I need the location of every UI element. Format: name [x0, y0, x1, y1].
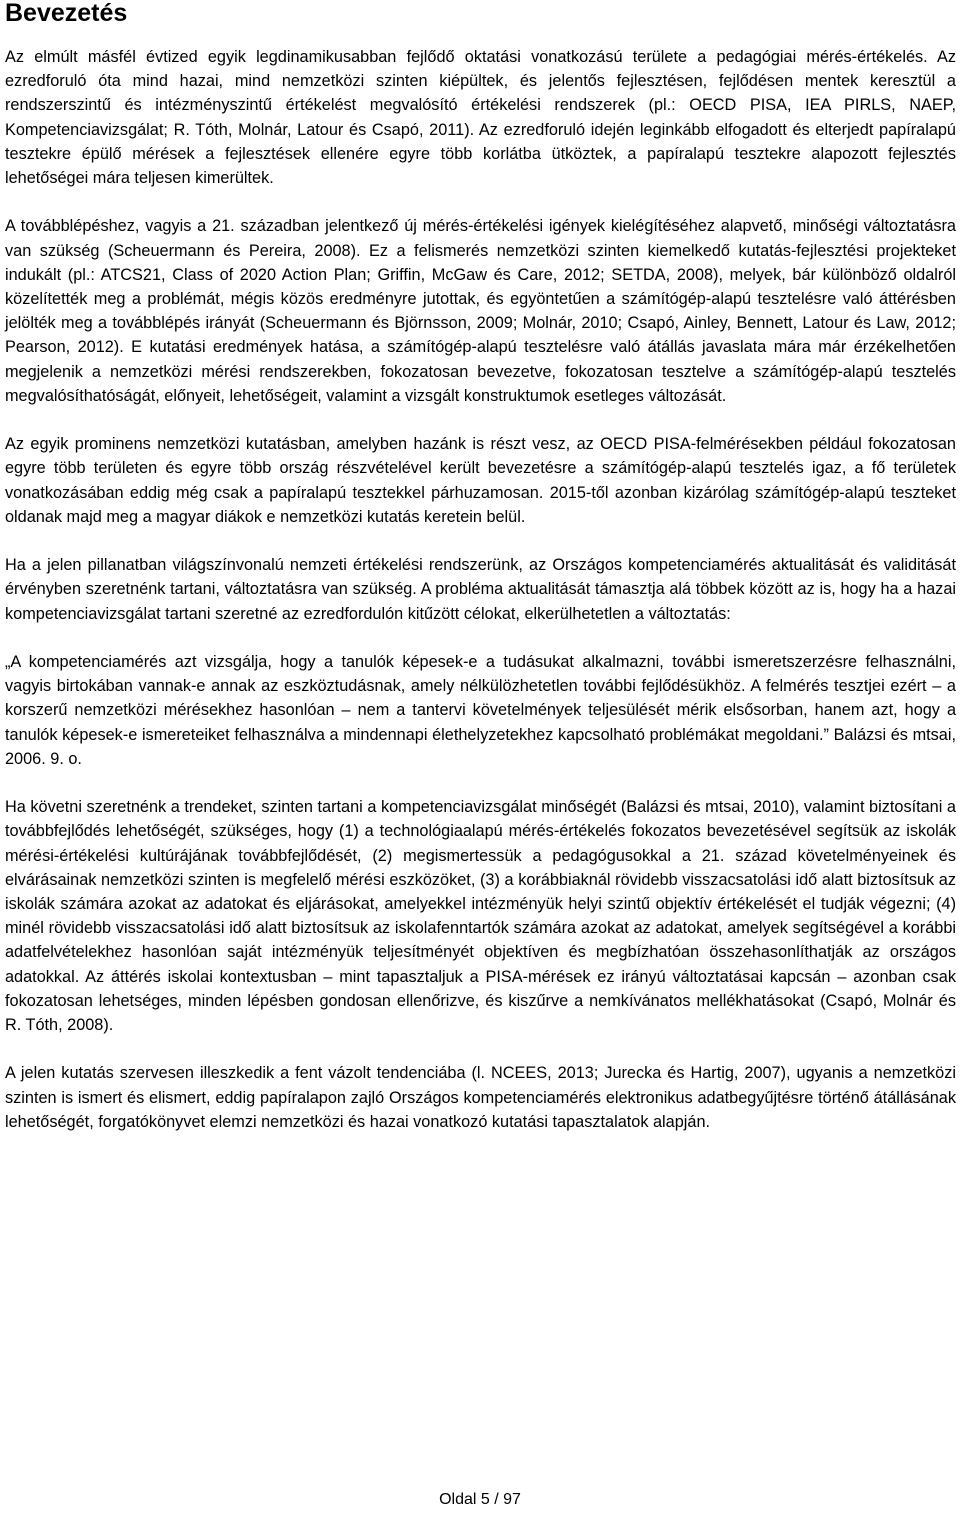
paragraph-next-step: A továbblépéshez, vagyis a 21. században jelentkező új mérés-értékelési igények kielégítéséhez alapvető, minőségi változtatásra van szükség (Scheuermann és Pereira, 2008). Ez a felismerés nemzetközi szinten kiemelkedő kutatás-fejlesztési projekteket indukált (pl.: ATCS21, Class of 2020 Action Plan; Griffin, McGaw és Care, 2012; SETDA, 2008), melyek, bár különböző oldalról közelítették meg a problémát, mégis közös eredményre jutottak, és egyöntetűen a számítógép-alapú tesztelésre való áttérésben jelölték meg a továbblépés irányát (Scheuermann és Björnsson, 2009; Molnár, 2010; Csapó, Ainley, Bennett, Latour és Law, 2012; Pearson, 2012). E kutatási eredmények hatása, a számítógép-alapú tesztelésre való átállás javaslata mára már érzékelhetően megjelenik a nemzetközi mérési rendszerekben, fokozatosan bevezetve, fokozatosan tesztelve a számítógép-alapú tesztelés megvalósíthatóságát, előnyeit, lehetőségeit, valamint a vizsgált konstruktumok esetleges változását. [5, 217, 956, 405]
section-heading: Bevezetés [5, 0, 128, 27]
page-number-footer: Oldal 5 / 97 [439, 1491, 521, 1508]
paragraph-current-research: A jelen kutatás szervesen illeszkedik a fent vázolt tendenciába (l. NCEES, 2013; Jurecka és Hartig, 2007), ugyanis a nemzetközi szinten is ismert és elismert, eddig papíralapon zajló Országos kompetenciamérés elektronikus adatbegyűjtésre történő átállásának lehetőségét, forgatókönyvet elemzi nemzetközi és hazai vonatkozó kutatási tapasztalatok alapján. [5, 1064, 956, 1131]
paragraph-national-assessment: Ha a jelen pillanatban világszínvonalú nemzeti értékelési rendszerünk, az Országos kompetenciamérés aktualitását és validitását érvényben szeretnénk tartani, változtatásra van szükség. A probléma aktualitását támasztja alá többek között az is, hogy ha a hazai kompetenciavizsgálat tartani szeretné az ezredfordulón kitűzött célokat, elkerülhetetlen a változtatás: [5, 556, 956, 623]
paragraph-trends: Ha követni szeretnénk a trendeket, szinten tartani a kompetenciavizsgálat minőségét (Balázsi és mtsai, 2010), valamint biztosítani a továbbfejlődés lehetőségét, szükséges, hogy (1) a technológiaalapú mérés-értékelés fokozatos bevezetésével segítsük az iskolák mérési-értékelési kultúrájának továbbfejlődését, (2) megismertessük a pedagógusokkal a 21. század követelményeinek és elvárásainak nemzetközi szinten is megfelelő mérési eszközöket, (3) a korábbiaknál rövidebb visszacsatolási idő alatt biztosítsuk az iskolák számára azokat az adatokat és eljárásokat, amelyekkel intézményük helyi szintű objektív értékelését el tudják végezni; (4) minél rövidebb visszacsatolási idő alatt biztosítsuk az iskolafenntartók számára azokat az adatokat, amelyek segítségével a korábbi adatfelvételekhez hasonlóan saját intézményük teljesítményét objektíven és megbízhatóan összehasonlíthatják az országos adatokkal. Az áttérés iskolai kontextusban – mint tapasztaljuk a PISA-mérések ez irányú változtatásai kapcsán – azonban csak fokozatosan lehetséges, minden lépésben gondosan ellenőrizve, és kiszűrve a nemkívánatos mellékhatásokat (Csapó, Molnár és R. Tóth, 2008). [5, 798, 956, 1035]
paragraph-pisa: Az egyik prominens nemzetközi kutatásban, amelyben hazánk is részt vesz, az OECD PISA-felmérésekben például fokozatosan egyre több területen és egyre több ország részvételével került bevezetésre a számítógép-alapú tesztelés igaz, a fő területek vonatkozásában eddig még csak a papíralapú tesztekkel párhuzamosan. 2015-től azonban kizárólag számítógép-alapú teszteket oldanak majd meg a magyar diákok e nemzetközi kutatás keretein belül. [5, 435, 956, 526]
paragraph-intro: Az elmúlt másfél évtized egyik legdinamikusabban fejlődő oktatási vonatkozású területe a pedagógiai mérés-értékelés. Az ezredforuló óta mind hazai, mind nemzetközi szinten kiépültek, és jelentős fejlesztésen, fejlődésen mentek keresztül a rendszerszintű és intézményszintű értékelést megvalósító értékelési rendszerek (pl.: OECD PISA, IEA PIRLS, NAEP, Kompetenciavizsgálat; R. Tóth, Molnár, Latour és Csapó, 2011). Az ezredforuló idején leginkább elfogadott és elterjedt papíralapú tesztekre épülő mérések a fejlesztések ellenére egyre több korlátba ütköztek, a papíralapú tesztekre alapozott fejlesztés lehetőségei mára teljesen kimerültek. [5, 48, 956, 188]
paragraph-quote: „A kompetenciamérés azt vizsgálja, hogy a tanulók képesek-e a tudásukat alkalmazni, további ismeretszerzésre felhasználni, vagyis birtokában vannak-e annak az eszköztudásnak, amely nélkülözhetetlen további fejlődésükhöz. A felmérés tesztjei ezért – a korszerű nemzetközi mérésekhez hasonlóan – nem a tantervi követelmények teljesülését mérik elsősorban, hanem azt, hogy a tanulók képesek-e ismereteiket felhasználva a mindennapi élethelyzetekhez kapcsolható problémákat megoldani.” Balázsi és mtsai, 2006. 9. o. [5, 653, 956, 768]
